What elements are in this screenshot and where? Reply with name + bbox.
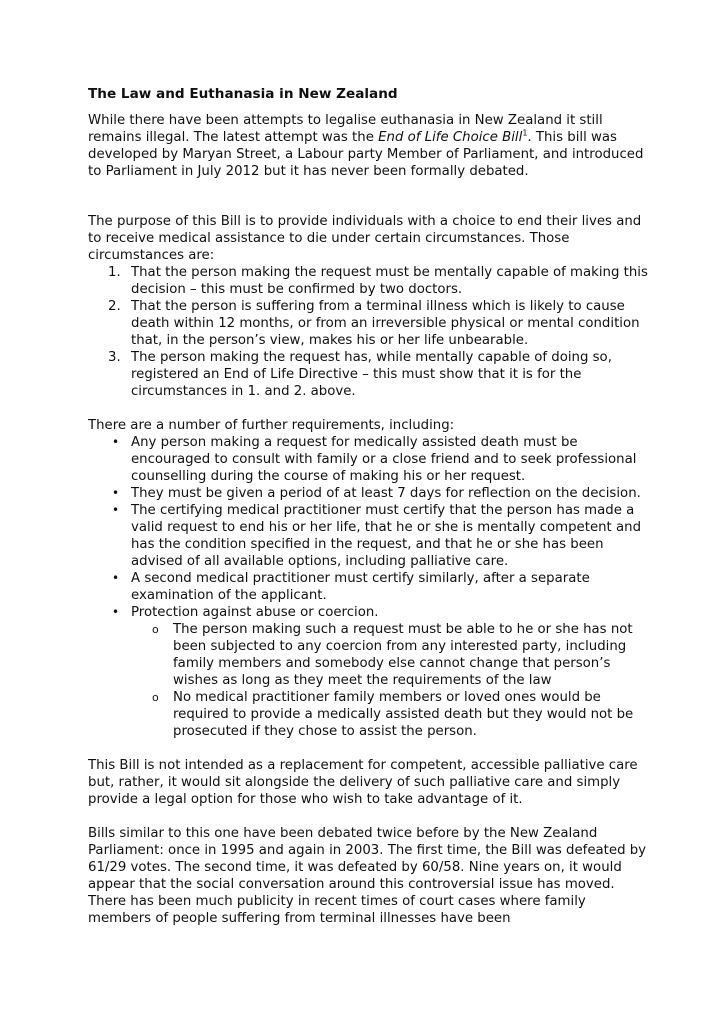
footnote-marker: 1 bbox=[522, 128, 528, 138]
requirement-text: The certifying medical practitioner must certify that the person has made a valid request to end his or her life, that he or she is mentally competent and has the condition specified in the request, and that he or she has been advised of all available options, including palliative care. bbox=[131, 503, 642, 569]
intro-paragraph bbox=[88, 112, 648, 180]
replacement-paragraph: This Bill is not intended as a replacement for competent, accessible palliative care but, rather, it would sit alongside the delivery of such palliative care and simply provide a legal option for those who wish to take advantage of it. bbox=[88, 758, 638, 807]
bullet-marker: • bbox=[112, 503, 120, 517]
requirement-item bbox=[88, 570, 648, 604]
requirement-text: A second medical practitioner must certify similarly, after a separate examination of the applicant. bbox=[131, 571, 590, 603]
circumstance-text: The person making the request has, while mentally capable of doing so, registered an End of Life Directive – this must show that it is for the circumstances in 1. and 2. above. bbox=[131, 350, 612, 399]
circumstance-item bbox=[88, 264, 648, 298]
protection-subitem-text: The person making such a request must be able to he or she has not been subjected to any coercion from any interested party, including family members and somebody else cannot change that person’s wishes as long as they meet the requirements of the law bbox=[173, 622, 633, 688]
bullet-marker: • bbox=[112, 605, 120, 619]
protection-subitem bbox=[88, 689, 648, 740]
intro-text-before: While there have been attempts to legalise euthanasia in New Zealand it still remains illegal. The latest attempt was the bbox=[88, 113, 603, 145]
purpose-paragraph: The purpose of this Bill is to provide individuals with a choice to end their lives and to receive medical assistance to die under certain circumstances. Those circumstances are: bbox=[88, 214, 642, 263]
history-paragraph: Bills similar to this one have been debated twice before by the New Zealand Parliament: once in 1995 and again in 2003. The first time, the Bill was defeated by 61/29 votes. The second time, it was defeated by 60/58. Nine years on, it would appear that the social conversation around this controversial issue has moved. There has been much publicity in recent times of court cases where family members of people suffering from terminal illnesses have been bbox=[88, 826, 647, 926]
requirement-item bbox=[88, 502, 648, 570]
document-title: The Law and Euthanasia in New Zealand bbox=[88, 86, 398, 102]
circumstance-item bbox=[88, 298, 648, 349]
sub-bullet-marker: o bbox=[152, 691, 159, 704]
requirement-text: Protection against abuse or coercion. bbox=[131, 605, 379, 620]
circumstance-item bbox=[88, 349, 648, 400]
bill-name: End of Life Choice Bill bbox=[378, 130, 523, 145]
bullet-marker: • bbox=[112, 571, 120, 585]
requirement-item bbox=[88, 434, 648, 485]
document-page bbox=[88, 86, 648, 927]
requirement-item bbox=[88, 604, 648, 621]
requirements-intro: There are a number of further requirements, including: bbox=[88, 418, 455, 433]
bullet-marker: • bbox=[112, 486, 120, 500]
requirements-list bbox=[88, 434, 648, 621]
circumstance-text: That the person is suffering from a terminal illness which is likely to cause death within 12 months, or from an irreversible physical or mental condition that, in the person’s view, makes his or her life unbearable. bbox=[131, 299, 640, 348]
requirement-item bbox=[88, 485, 648, 502]
list-number: 3. bbox=[108, 350, 121, 365]
circumstance-text: That the person making the request must be mentally capable of making this decision – this must be confirmed by two doctors. bbox=[131, 265, 648, 297]
circumstances-list bbox=[88, 264, 648, 400]
intro-text-after: . This bill was developed by Maryan Street, a Labour party Member of Parliament, and introduced to Parliament in July 2012 but it has never been formally debated. bbox=[88, 130, 644, 179]
protection-sublist bbox=[88, 621, 648, 740]
sub-bullet-marker: o bbox=[152, 623, 159, 636]
requirement-text: Any person making a request for medically assisted death must be encouraged to consult with family or a close friend and to seek professional counselling during the course of making his or her request. bbox=[131, 435, 637, 484]
protection-subitem-text: No medical practitioner family members or loved ones would be required to provide a medically assisted death but they would not be prosecuted if they chose to assist the person. bbox=[173, 690, 634, 739]
protection-subitem bbox=[88, 621, 648, 689]
requirement-text: They must be given a period of at least 7 days for reflection on the decision. bbox=[131, 486, 641, 501]
list-number: 1. bbox=[108, 265, 121, 280]
bullet-marker: • bbox=[112, 435, 120, 449]
list-number: 2. bbox=[108, 299, 121, 314]
